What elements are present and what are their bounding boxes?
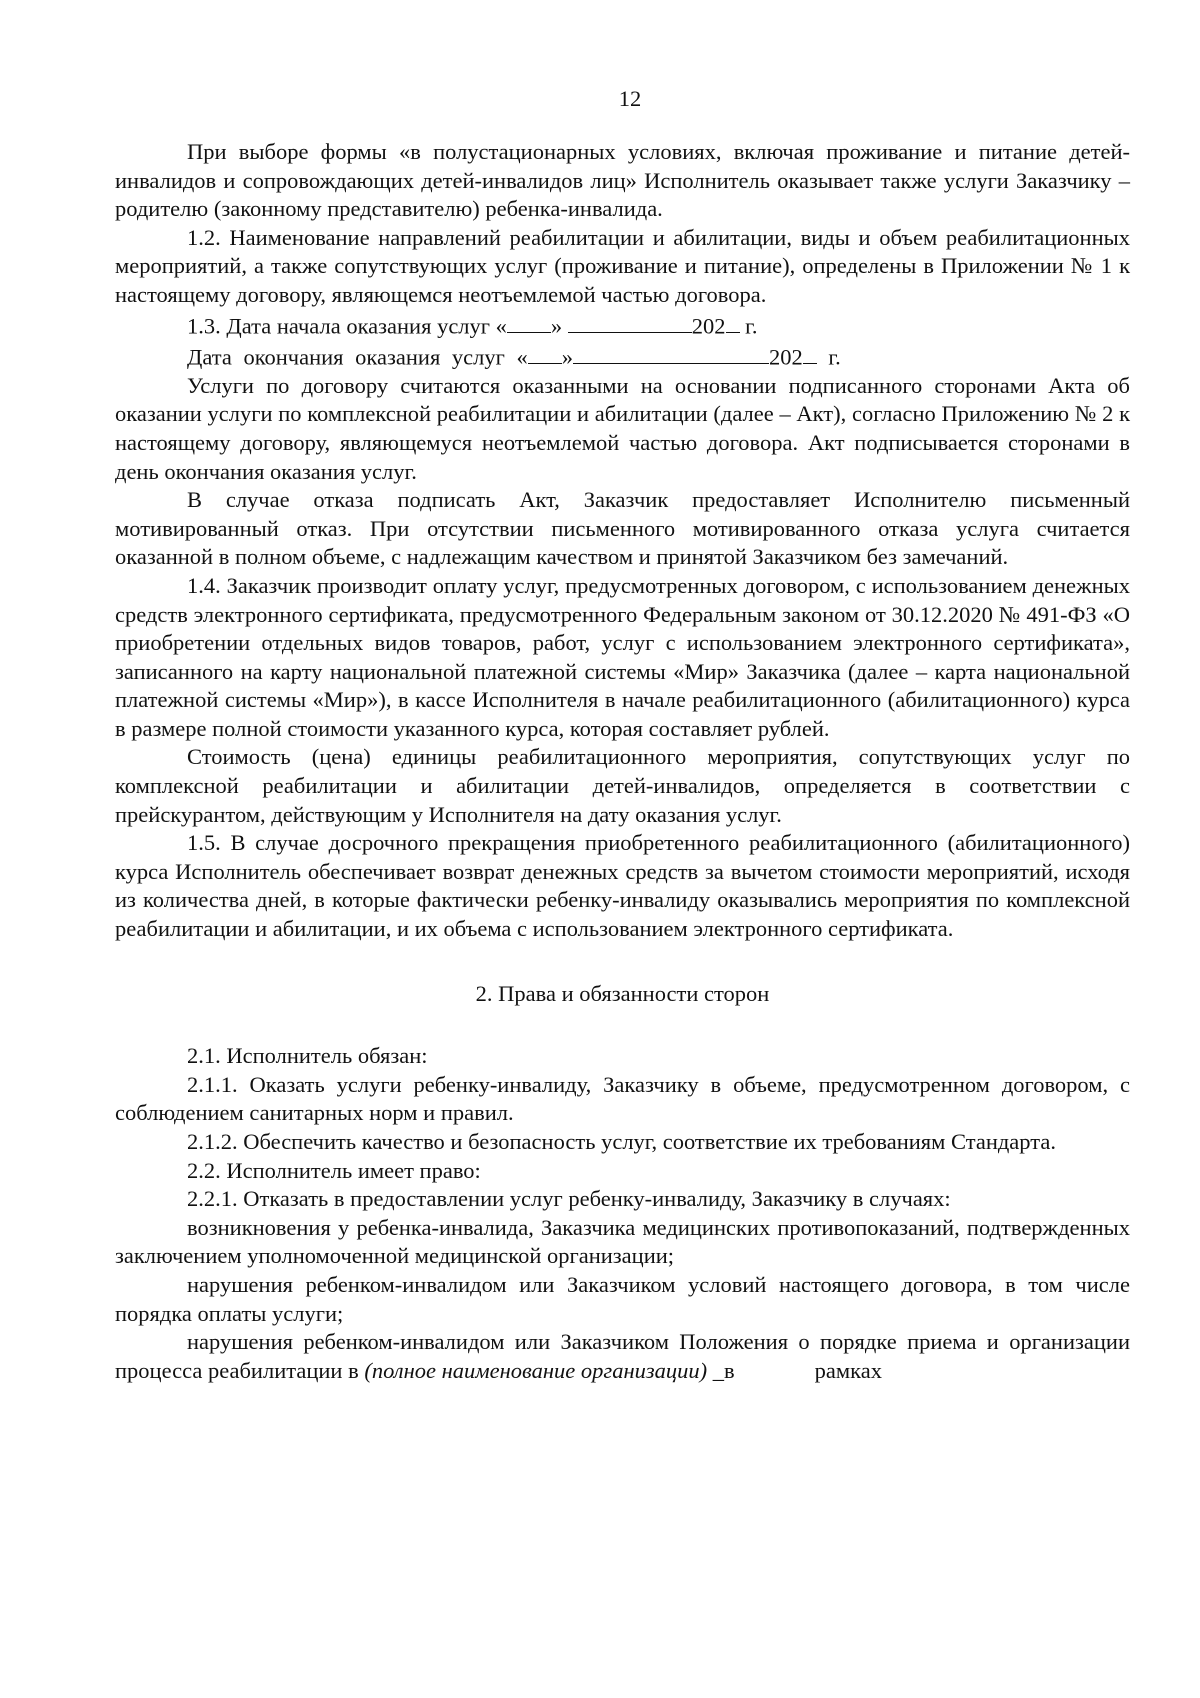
page-number: 12	[618, 86, 642, 111]
paragraph: 2.1.2. Обеспечить качество и безопасность услуг, соответствие их требованиям Стандарта.	[187, 1129, 1056, 1154]
organization-name-placeholder: (полное наименование организации)	[364, 1357, 708, 1383]
paragraph: Услуги по договору считаются оказанными на основании подписанного сторонами Акта об оказании услуги по комплексной реабилитации и абилитации (далее – Акт), согласно Приложению № 2 к настоящему договору, являющемуся неотъемлемой частью договора. Акт подписывается сторонами в день окончания оказания услуг.	[115, 372, 1130, 484]
date-start-line	[115, 310, 1130, 341]
date-end-mid: »	[561, 344, 573, 370]
paragraph: нарушения ребенком-инвалидом или Заказчиком условий настоящего договора, в том числе порядка оплаты услуги;	[115, 1271, 1130, 1326]
paragraph: 1.5. В случае досрочного прекращения приобретенного реабилитационного (абилитационного) курса Исполнитель обеспечивает возврат денежных средств за вычетом стоимости мероприятий, исходя из количества дней, в которые фактически ребенку-инвалиду оказывались мероприятия по комплексной реабилитации и абилитации, и их объема с использованием электронного сертификата.	[115, 830, 1130, 942]
paragraph: 2.1.1. Оказать услуги ребенку-инвалиду, Заказчику в объеме, предусмотренном договором, с соблюдением санитарных норм и правил.	[115, 1071, 1130, 1126]
paragraph: возникновения у ребенка-инвалида, Заказчика медицинских противопоказаний, подтвержденных заключением уполномоченной медицинской организации;	[115, 1214, 1130, 1269]
date-start-month-blank	[568, 310, 692, 334]
last-paragraph-tail-2: рамках	[814, 1357, 882, 1383]
section-heading: 2. Права и обязанности сторон	[475, 980, 770, 1006]
date-start-year: 202	[691, 313, 726, 339]
date-start-day-blank	[507, 310, 551, 334]
last-paragraph	[115, 1328, 1130, 1385]
date-end-year-blank	[803, 341, 817, 365]
last-paragraph-tail: _в	[707, 1357, 735, 1383]
date-start-mid: »	[550, 313, 563, 339]
paragraph: 1.4. Заказчик производит оплату услуг, предусмотренных договором, с использованием денежных средств электронного сертификата, предусмотренного Федеральным законом от 30.12.2020 № 491-ФЗ «О приобретении отдельных видов товаров, работ, услуг с использованием электронного сертификата», записанного на карту национальной платежной системы «Мир» Заказчика (далее – карта национальной платежной системы «Мир»), в кассе Исполнителя в начале реабилитационного (абилитационного) курса в размере полной стоимости указанного курса, которая составляет рублей.	[115, 572, 1130, 741]
date-end-label: Дата окончания оказания услуг «	[187, 344, 528, 370]
paragraph: При выборе формы «в полустационарных условиях, включая проживание и питание детей-инвалидов и сопровождающих детей-инвалидов лиц» Исполнитель оказывает также услуги Заказчику – родителю (законному представителю) ребенка-инвалида.	[115, 139, 1130, 222]
date-end-year: 202	[769, 344, 803, 370]
date-start-label: 1.3. Дата начала оказания услуг «	[187, 313, 507, 339]
paragraph: Стоимость (цена) единицы реабилитационного мероприятия, сопутствующих услуг по комплексной реабилитации и абилитации детей-инвалидов, определяется в соответствии с прейскурантом, действующим у Исполнителя на дату оказания услуг.	[115, 744, 1130, 827]
paragraph: 2.1. Исполнитель обязан:	[187, 1043, 428, 1069]
date-end-day-blank	[528, 341, 562, 365]
paragraph: 2.2.1. Отказать в предоставлении услуг ребенку-инвалиду, Заказчику в случаях:	[187, 1186, 951, 1212]
document-body	[115, 138, 1130, 1385]
date-end-line	[115, 341, 1130, 372]
paragraph: 2.2. Исполнитель имеет право:	[187, 1157, 481, 1183]
date-start-year-blank	[726, 310, 740, 334]
last-paragraph-text: нарушения ребенком-инвалидом или Заказчиком Положения о порядке приема и организации процесса реабилитации в	[115, 1329, 1130, 1383]
date-end-suffix: г.	[816, 344, 841, 370]
paragraph: 1.2. Наименование направлений реабилитации и абилитации, виды и объем реабилитационных мероприятий, а также сопутствующих услуг (проживание и питание), определены в Приложении № 1 к настоящему договору, являющемся неотъемлемой частью договора.	[115, 224, 1130, 307]
date-end-month-blank	[573, 341, 769, 365]
date-start-suffix: г.	[739, 313, 758, 339]
paragraph: В случае отказа подписать Акт, Заказчик предоставляет Исполнителю письменный мотивированный отказ. При отсутствии письменного мотивированного отказа услуга считается оказанной в полном объеме, с надлежащим качеством и принятой Заказчиком без замечаний.	[115, 487, 1130, 570]
